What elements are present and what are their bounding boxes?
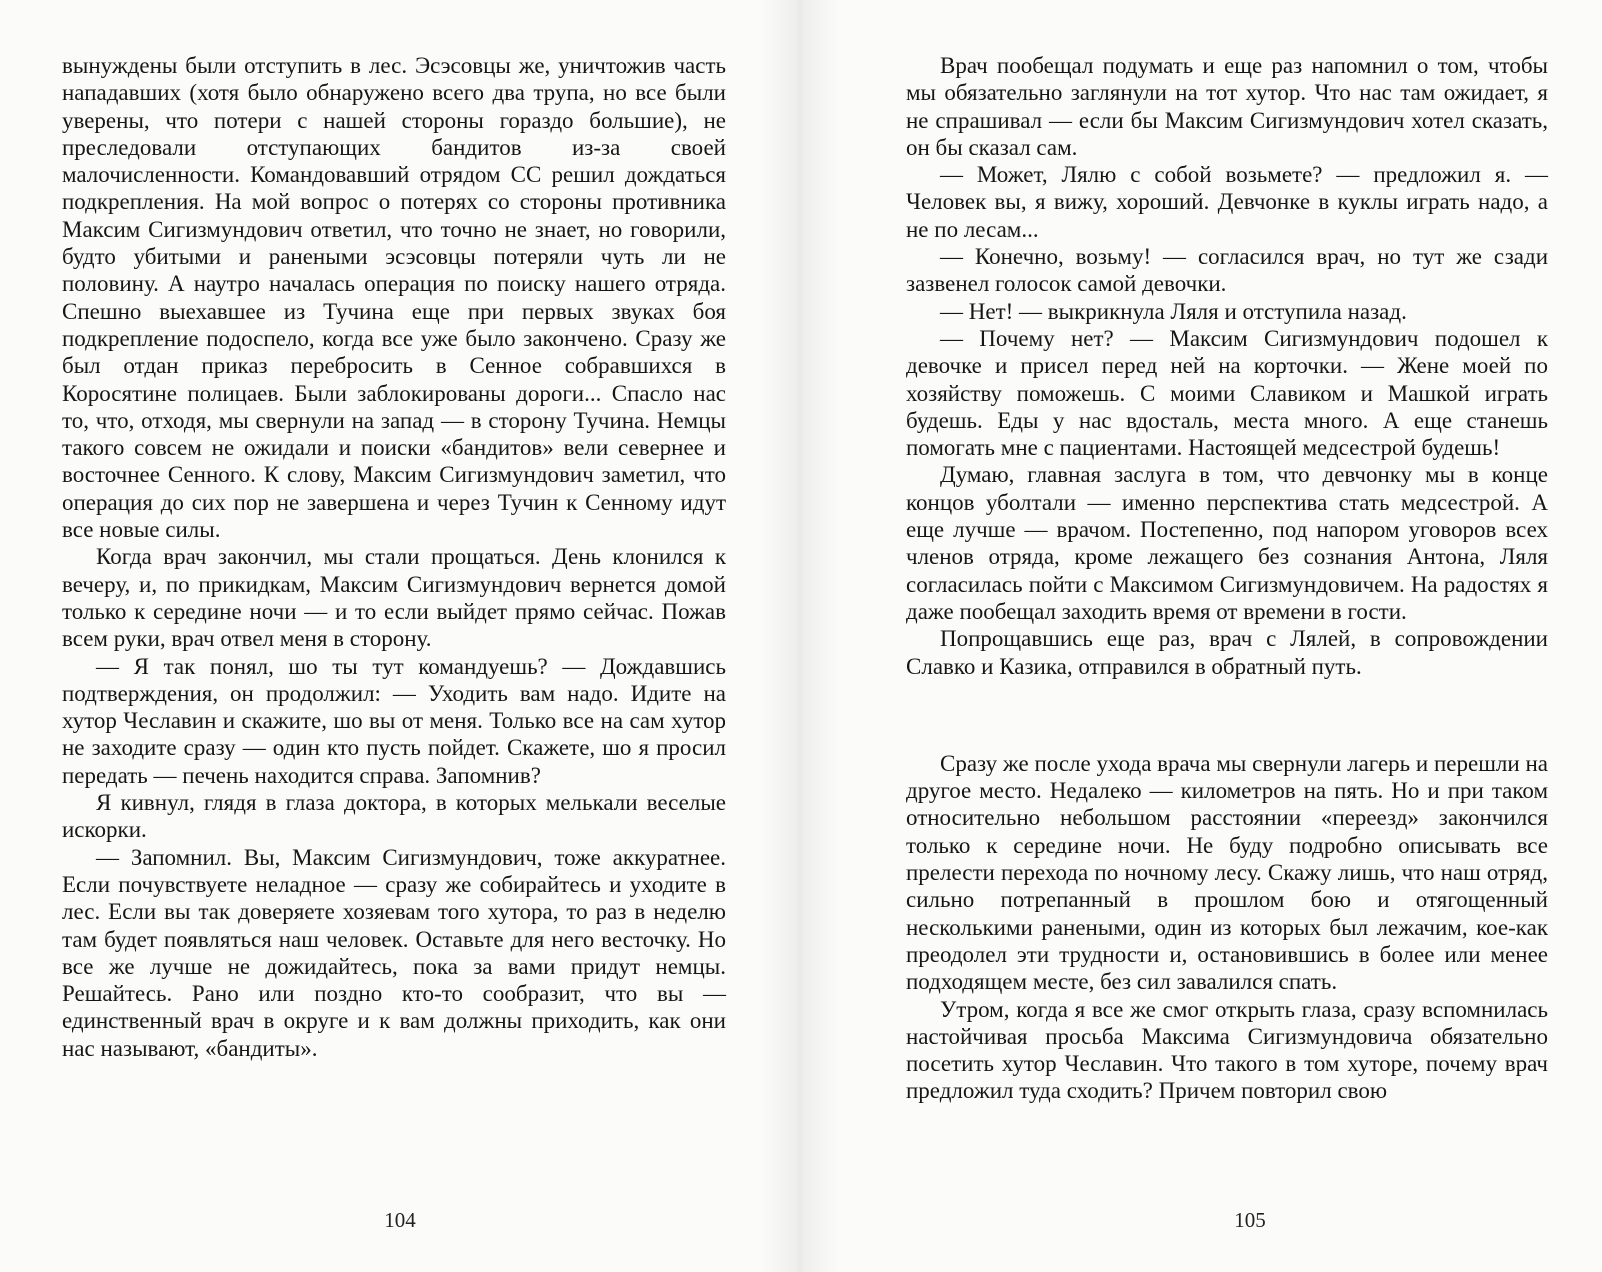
page-number-left: 104 xyxy=(384,1208,416,1232)
paragraph: Попрощавшись еще раз, врач с Лялей, в сопровождении Славко и Казика, отправился в обратный путь. xyxy=(906,626,1548,679)
left-page xyxy=(62,52,726,1062)
paragraph: — Конечно, возьму! — согласился врач, но тут же сзади зазвенел голосок самой девочки. xyxy=(906,244,1548,297)
paragraph: — Почему нет? — Максим Сигизмундович подошел к девочке и присел перед ней на корточки. — Жене моей по хозяйству поможешь. С моими Славиком и Машкой играть будешь. Еды у нас вдосталь, места много. А еще станешь помогать мне с пациентами. Настоящей медсестрой будешь! xyxy=(906,325,1548,461)
paragraph: Врач пообещал подумать и еще раз напомнил о том, чтобы мы обязательно заглянули на тот хутор. Что нас там ожидает, я не спрашивал — если бы Максим Сигизмундович хотел сказать, он бы сказал сам. xyxy=(906,53,1548,160)
page-number-right: 105 xyxy=(1234,1208,1266,1232)
paragraph: — Запомнил. Вы, Максим Сигизмундович, тоже аккуратнее. Если почувствуете неладное — сразу же собирайтесь и уходите в лес. Если вы так доверяете хозяевам того хутора, то раз в неделю там будет появляться наш человек. Оставьте для него весточку. Но все же лучше не дожидайтесь, пока за вами придут немцы. Решайтесь. Рано или поздно кто-то сообразит, что вы — единственный врач в округе и к вам должны приходить, как они нас называют, «бандиты». xyxy=(62,844,726,1061)
paragraph: Сразу же после ухода врача мы свернули лагерь и перешли на другое место. Недалеко — километров на пять. Но и при таком относительно небольшом расстоянии «переезд» закончился только к середине ночи. Не буду подробно описывать все прелести перехода по ночному лесу. Скажу лишь, что наш отряд, сильно потрепанный в прошлом бою и отягощенный несколькими ранеными, один из которых был лежачим, кое-как преодолел эти трудности и, остановившись в более или менее подходящем месте, без сил завалился спать. xyxy=(906,750,1548,995)
section-break xyxy=(906,680,1548,750)
paragraph: вынуждены были отступить в лес. Эсэсовцы же, уничтожив часть нападавших (хотя было обнаружено всего два трупа, но все были уверены, что потери с нашей стороны гораздо большие), не преследовали отступающих бандитов из-за своей малочисленности. Командовавший отрядом СС решил дождаться подкрепления. На мой вопрос о потерях со стороны противника Максим Сигизмундович ответил, что точно не знает, но говорили, будто убитыми и ранеными эсэсовцы потеряли чуть ли не половину. А наутро началась операция по поиску нашего отряда. Спешно выехавшее из Тучина еще при первых звуках боя подкрепление подоспело, когда все уже было закончено. Сразу же был отдан приказ перебросить в Сенное собравшихся в Коросятине полицаев. Были заблокированы дороги... Спасло нас то, что, отходя, мы свернули на запад — в сторону Тучина. Немцы такого совсем не ожидали и поиски «бандитов» вели севернее и восточнее Сенного. К слову, Максим Сигизмундович заметил, что операция до сих пор не завершена и через Тучин к Сенному идут все новые силы. xyxy=(62,53,726,543)
paragraph: Я кивнул, глядя в глаза доктора, в которых мелькали веселые искорки. xyxy=(62,790,726,843)
paragraph: Думаю, главная заслуга в том, что девчонку мы в конце концов уболтали — именно перспектива стать медсестрой. А еще лучше — врачом. Постепенно, под напором уговоров всех членов отряда, кроме лежащего без сознания Антона, Ляля согласилась пойти с Максимом Сигизмундовичем. На радостях я даже пообещал заходить время от времени в гости. xyxy=(906,462,1548,624)
paragraph: — Я так понял, шо ты тут командуешь? — Дождавшись подтверждения, он продолжил: — Уходить вам надо. Идите на хутор Чеславин и скажите, шо вы от меня. Только все на сам хутор не заходите сразу — один кто пусть пойдет. Скажете, шо я просил передать — печень находится справа. Запомнив? xyxy=(62,653,726,788)
paragraph: Когда врач закончил, мы стали прощаться. День клонился к вечеру, и, по прикидкам, Максим Сигизмундович вернется домой только к середине ночи — и то если выйдет прямо сейчас. Пожав всем руки, врач отвел меня в сторону. xyxy=(62,544,726,652)
paragraph: Утром, когда я все же смог открыть глаза, сразу вспомнилась настойчивая просьба Максима Сигизмундовича обязательно посетить хутор Чеславин. Что такого в том хуторе, почему врач предложил туда сходить? Причем повторил свою xyxy=(906,996,1548,1104)
right-page xyxy=(906,52,1548,1105)
paragraph: — Нет! — выкрикнула Ляля и отступила назад. xyxy=(940,298,1407,324)
paragraph: — Может, Лялю с собой возьмете? — предложил я. — Человек вы, я вижу, хороший. Девчонке в куклы играть надо, а не по лесам... xyxy=(906,162,1548,242)
book-gutter xyxy=(760,0,840,1272)
